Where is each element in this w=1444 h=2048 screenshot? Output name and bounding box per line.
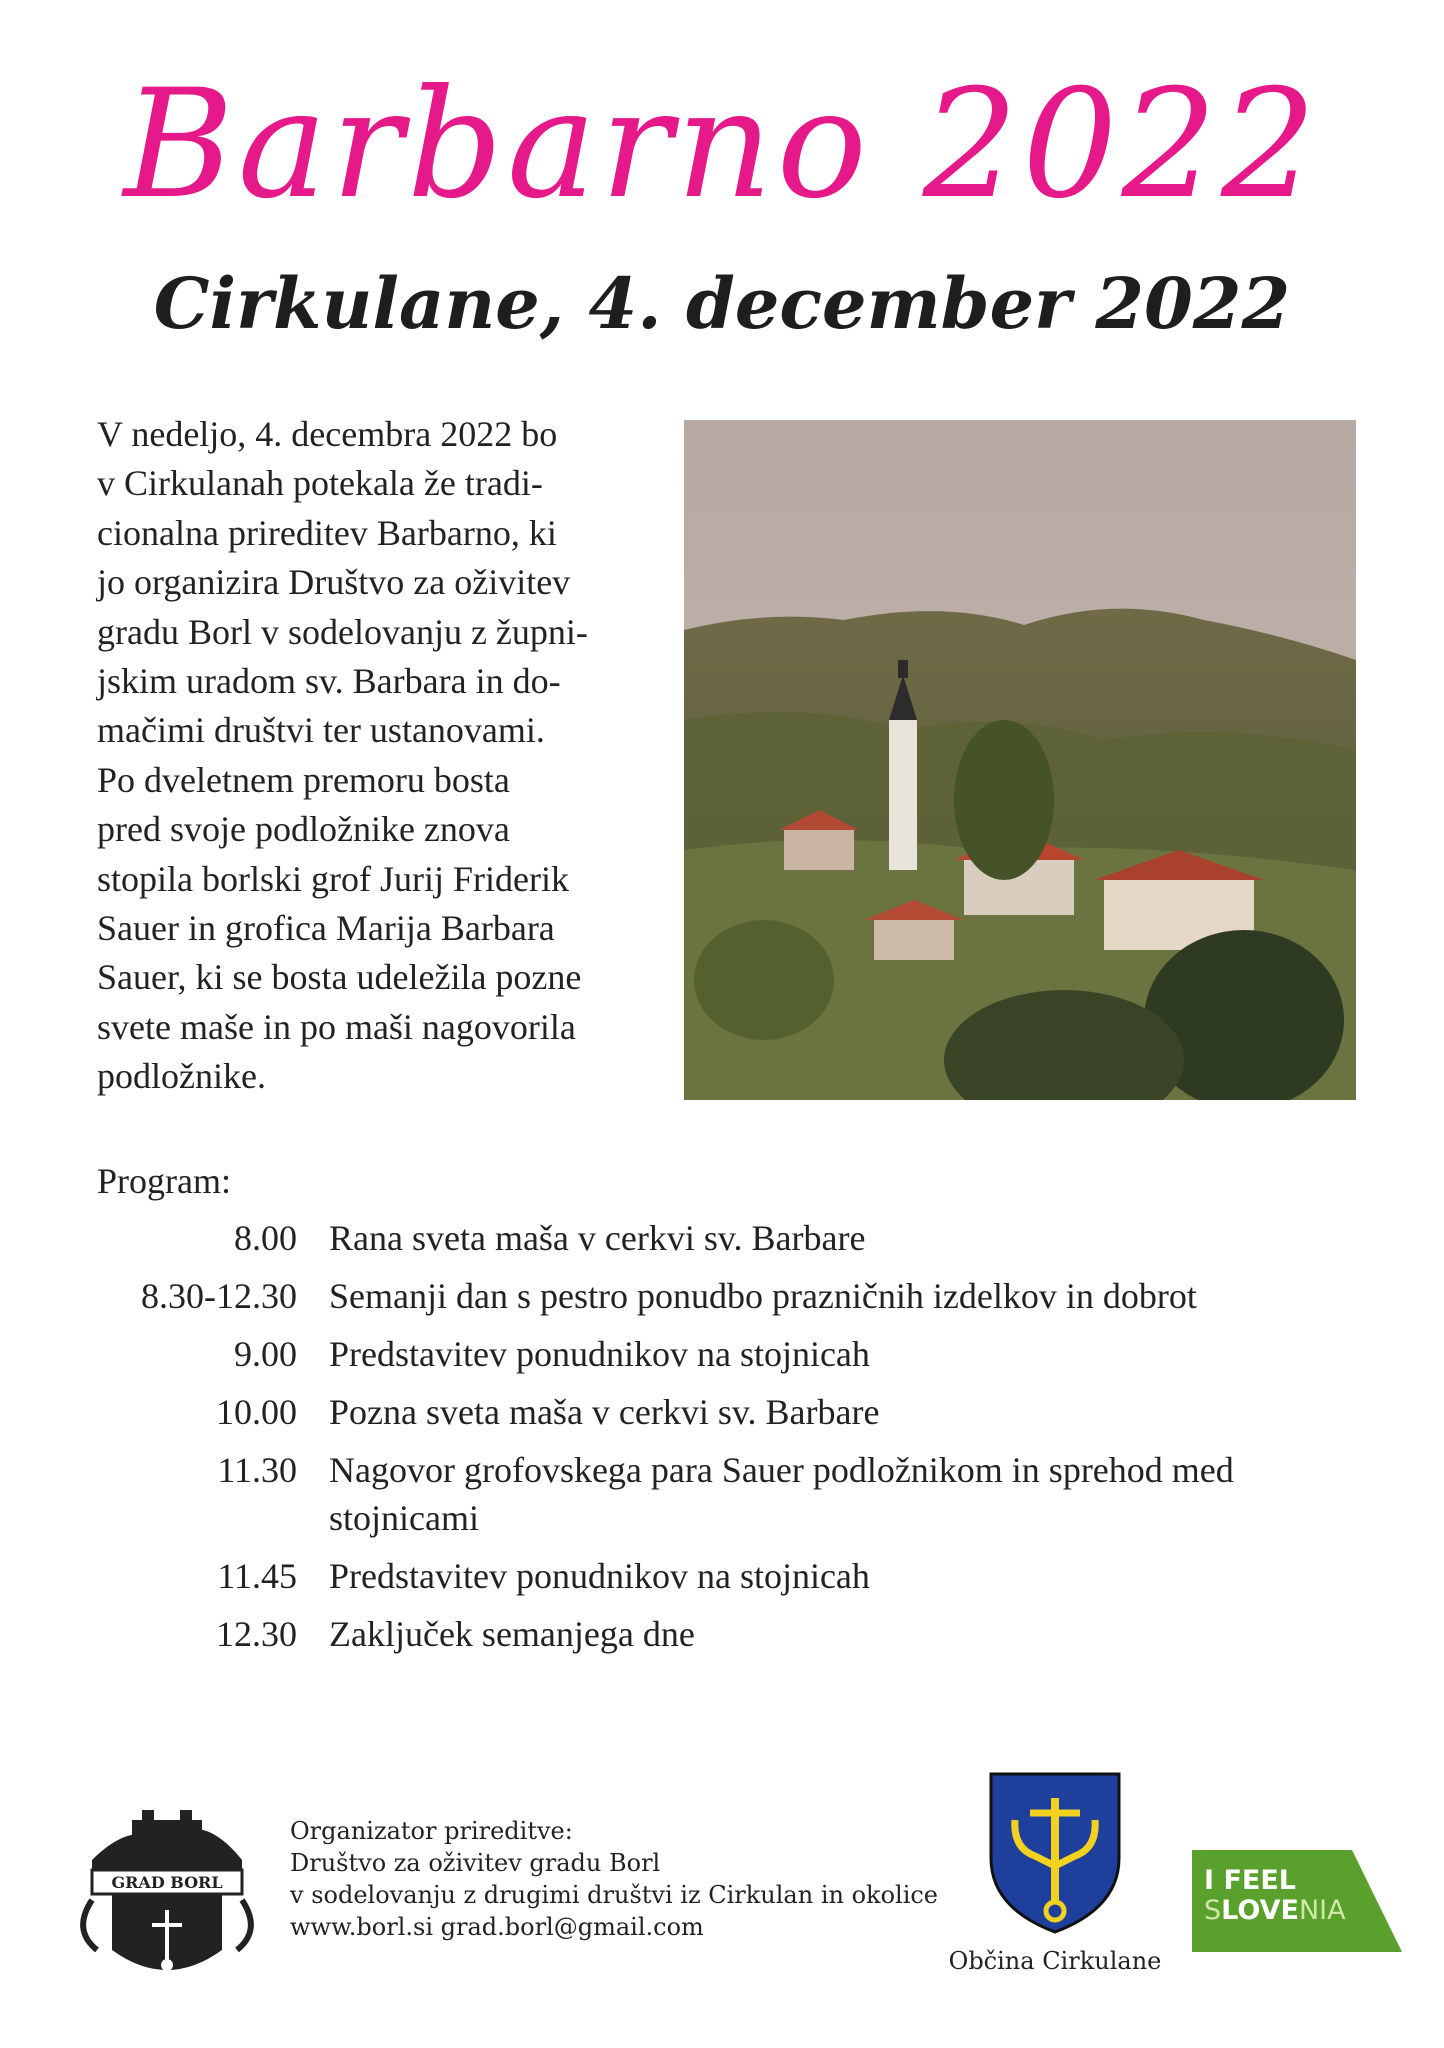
intro-paragraph xyxy=(97,410,667,1102)
intro-line: V nedeljo, 4. decembra 2022 bo xyxy=(97,414,558,454)
page-title: Barbarno 2022 xyxy=(123,58,1321,232)
program-time: 10.00 xyxy=(216,1392,297,1432)
program-description: Pozna sveta maša v cerkvi sv. Barbare xyxy=(329,1392,880,1432)
organizer-line: Društvo za oživitev gradu Borl xyxy=(290,1849,661,1877)
program-description: Predstavitev ponudnikov na stojnicah xyxy=(329,1334,870,1374)
program-time: 8.00 xyxy=(234,1218,297,1258)
i-feel-slovenia-text xyxy=(1204,1866,1394,1926)
program-description: Semanji dan s pestro ponudbo prazničnih izdelkov in dobrot xyxy=(329,1276,1197,1316)
intro-line: cionalna prireditev Barbarno, ki xyxy=(97,512,557,553)
intro-line: mačimi društvi ter ustanovami. xyxy=(97,710,545,751)
intro-line: Po dveletnem premoru bosta xyxy=(97,759,510,800)
intro-line: svete maše in po maši nagovorila xyxy=(97,1006,576,1047)
intro-line: stopila borlski grof Jurij Friderik xyxy=(97,858,569,899)
program-label: Program: xyxy=(97,1161,231,1201)
program-time: 12.30 xyxy=(216,1614,297,1654)
page-subtitle: Cirkulane, 4. december 2022 xyxy=(153,262,1291,345)
organizer-line: v sodelovanju z drugimi društvi iz Cirkulan in okolice xyxy=(290,1881,939,1909)
organizer-line: Organizator prireditve: xyxy=(290,1817,573,1845)
intro-line: gradu Borl v sodelovanju z župni- xyxy=(97,611,588,652)
program-description: Nagovor grofovskega para Sauer podložnikom in sprehod med stojnicami xyxy=(329,1450,1234,1538)
program-item xyxy=(97,1388,1347,1436)
intro-line: podložnike. xyxy=(97,1056,266,1097)
intro-line: jskim uradom sv. Barbara in do- xyxy=(97,661,561,702)
logo-text: GRAD BORL xyxy=(111,1873,223,1892)
intro-line: pred svoje podložnike znova xyxy=(97,809,510,850)
organizer-info xyxy=(290,1815,950,1943)
ifeel-line2: SLOVENIA xyxy=(1204,1895,1346,1926)
program-description: Rana sveta maša v cerkvi sv. Barbare xyxy=(329,1218,866,1258)
castle-shield-logo xyxy=(72,1800,262,1985)
crest-label: Občina Cirkulane xyxy=(948,1947,1162,1975)
intro-line: Sauer, ki se bosta udeležila pozne xyxy=(97,957,582,998)
program-list xyxy=(97,1214,1347,1668)
ifeel-line1: I FEEL xyxy=(1204,1865,1296,1896)
program-time: 8.30-12.30 xyxy=(141,1276,297,1316)
program-description: Zaključek semanjega dne xyxy=(329,1614,695,1654)
program-item xyxy=(97,1330,1347,1378)
program-description: Predstavitev ponudnikov na stojnicah xyxy=(329,1556,870,1596)
organizer-line: www.borl.si grad.borl@gmail.com xyxy=(290,1913,704,1941)
intro-line: Sauer in grofica Marija Barbara xyxy=(97,908,555,949)
program-time: 11.30 xyxy=(217,1450,297,1490)
intro-line: jo organizira Društvo za oživitev xyxy=(97,562,571,603)
program-time: 9.00 xyxy=(234,1334,297,1374)
program-item xyxy=(97,1552,1347,1600)
program-item xyxy=(97,1214,1347,1262)
program-time: 11.45 xyxy=(217,1556,297,1596)
intro-line: v Cirkulanah potekala že tradi- xyxy=(97,463,543,504)
program-item xyxy=(97,1446,1347,1542)
village-church-photo xyxy=(684,420,1356,1100)
anchor-cross-crest-icon xyxy=(985,1768,1125,1938)
program-item xyxy=(97,1272,1347,1320)
program-item xyxy=(97,1610,1347,1658)
